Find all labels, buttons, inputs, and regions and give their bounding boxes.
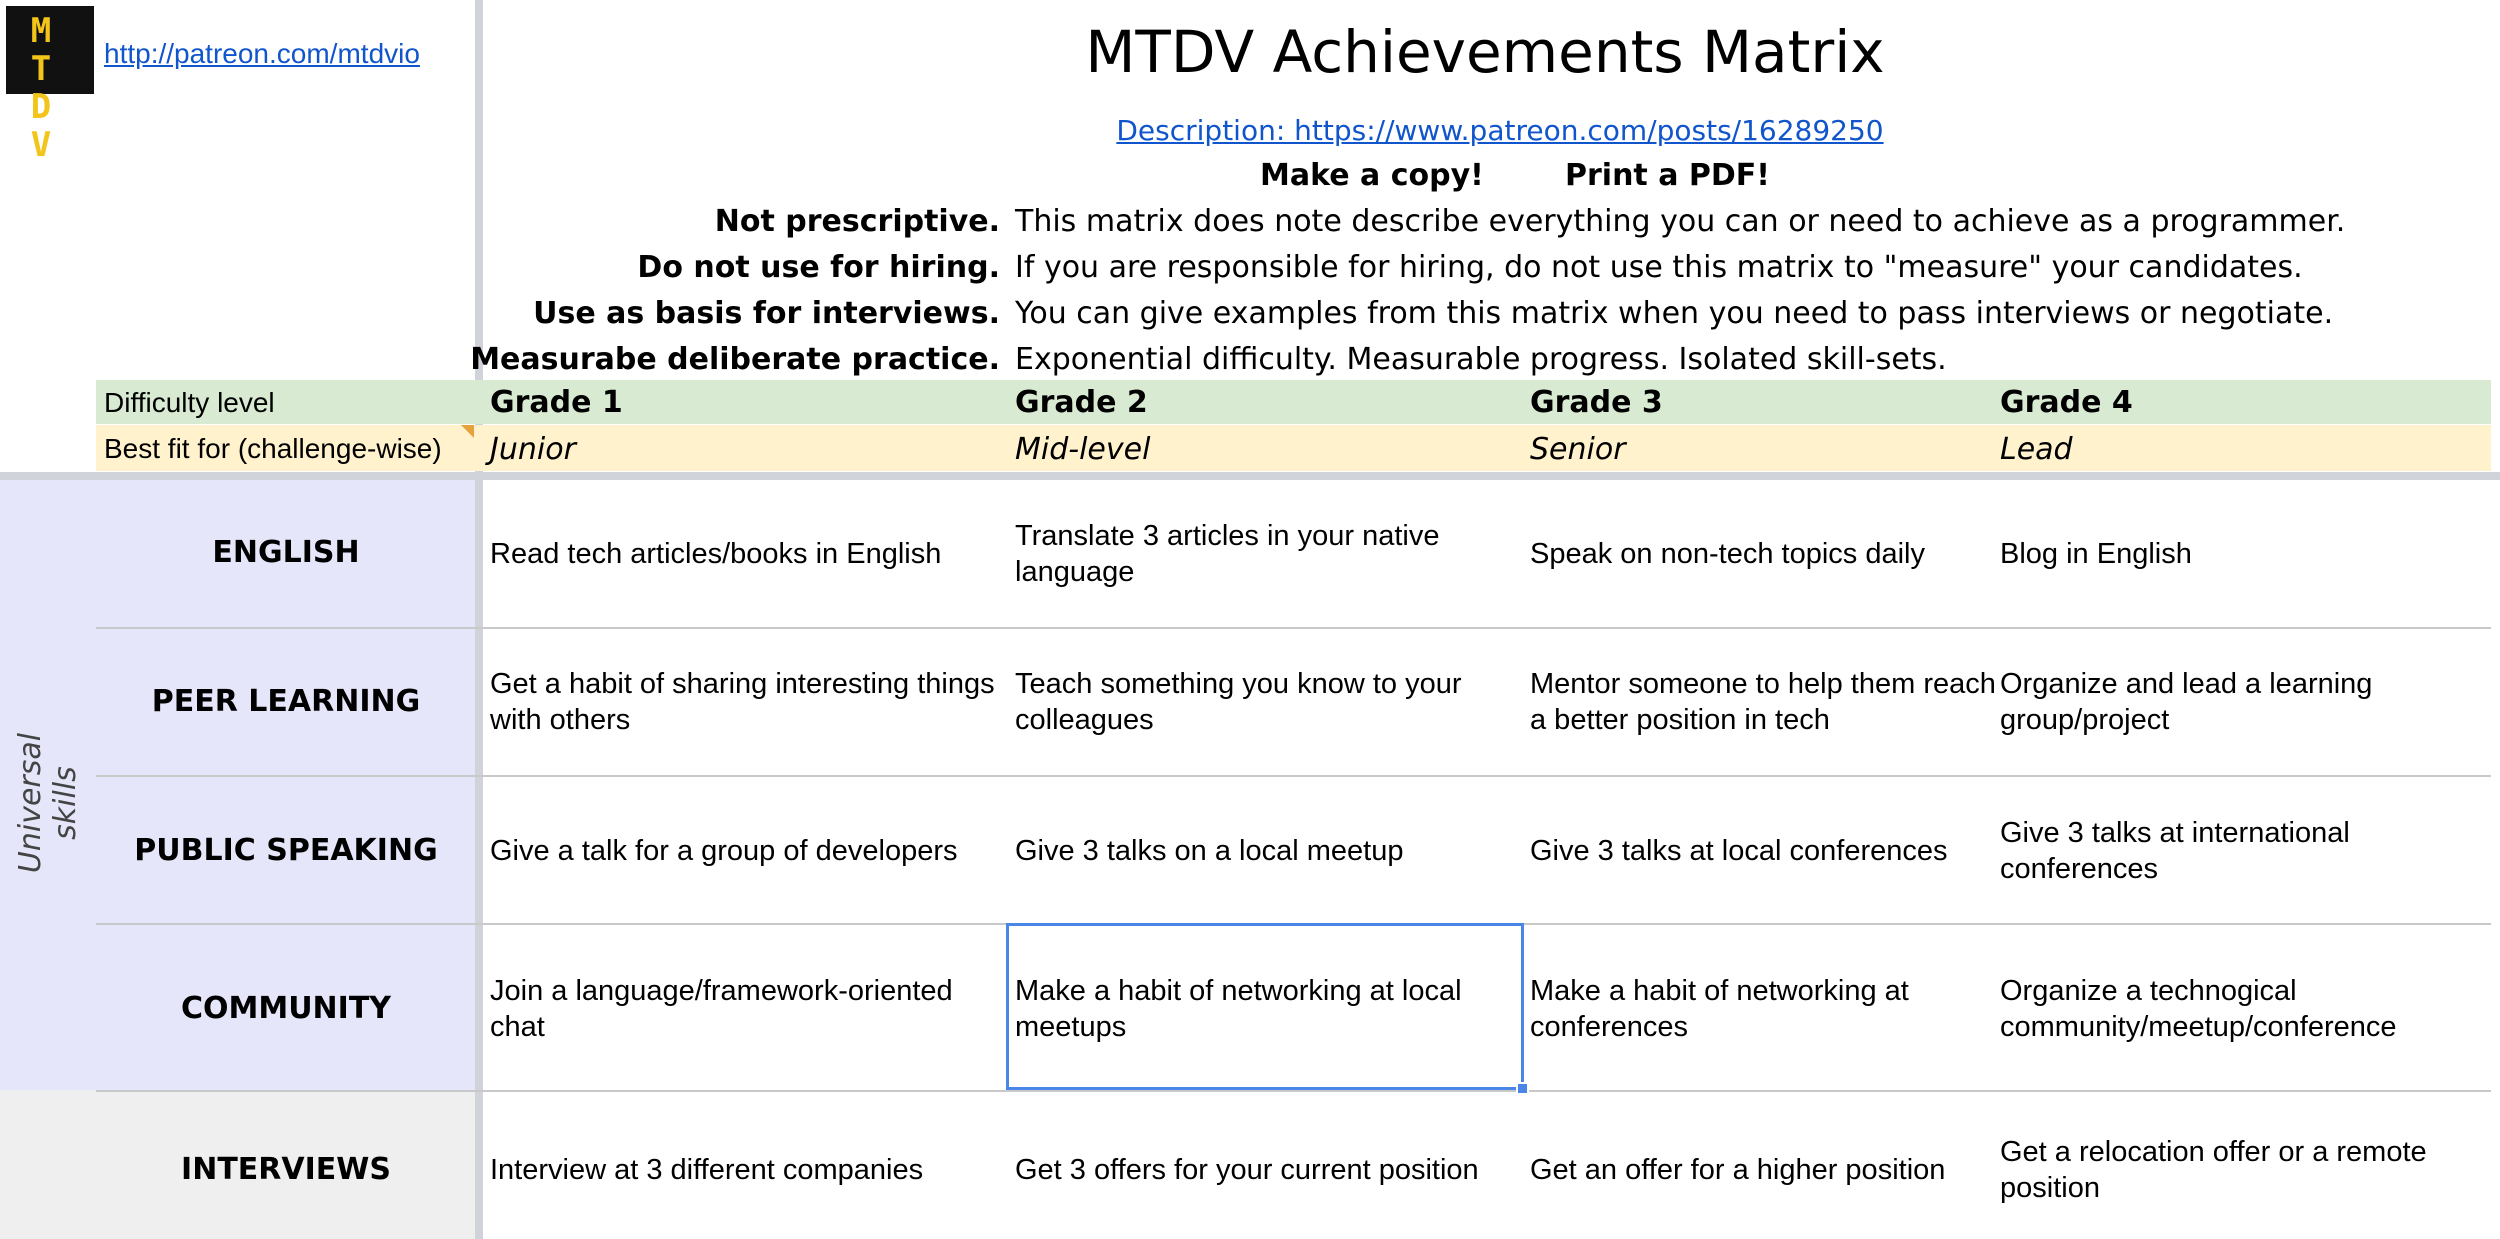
cell-english-2[interactable]: Translate 3 articles in your native language <box>1015 520 1440 588</box>
mtdv-logo <box>6 6 94 165</box>
fit-level-1: Junior <box>490 432 576 467</box>
note-label: Not prescriptive. <box>714 204 1000 239</box>
selected-cell-border[interactable] <box>1006 923 1524 1090</box>
make-copy-link[interactable]: Make a copy! <box>1260 158 1484 193</box>
row-gridline <box>96 775 2491 777</box>
skill-public-speaking[interactable]: PUBLIC SPEAKING <box>134 833 438 868</box>
cell-peer-learning-3[interactable]: Mentor someone to help them reach a better position in tech <box>1530 668 1996 736</box>
frozen-row-divider[interactable] <box>0 472 2500 480</box>
note-label: Measurabe deliberate practice. <box>470 342 1000 377</box>
note-text: This matrix does note describe everything you can or need to achieve as a programmer. <box>1015 204 2346 239</box>
skill-english[interactable]: ENGLISH <box>212 535 360 570</box>
fit-level-3: Senior <box>1530 432 1626 467</box>
cell-peer-learning-4[interactable]: Organize and lead a learning group/project <box>2000 668 2373 736</box>
cell-public-speaking-3[interactable]: Give 3 talks at local conferences <box>1530 835 1948 867</box>
cell-english-3[interactable]: Speak on non-tech topics daily <box>1530 538 1925 570</box>
note-text: Exponential difficulty. Measurable progress. Isolated skill-sets. <box>1015 342 1947 377</box>
note-text: If you are responsible for hiring, do not use this matrix to "measure" your candidates. <box>1015 250 2303 285</box>
description-link[interactable]: Description: https://www.patreon.com/posts/16289250 <box>1116 114 1884 147</box>
difficulty-label: Difficulty level <box>104 387 275 418</box>
patreon-link[interactable]: http://patreon.com/mtdvio <box>104 38 420 69</box>
skill-peer-learning[interactable]: PEER LEARNING <box>151 684 421 719</box>
row-gridline <box>96 627 2491 629</box>
cell-peer-learning-1[interactable]: Get a habit of sharing interesting things with others <box>490 668 995 736</box>
cell-community-1[interactable]: Join a language/framework-oriented chat <box>490 975 953 1043</box>
cell-public-speaking-4[interactable]: Give 3 talks at international conferences <box>2000 817 2350 885</box>
page-title: MTDV Achievements Matrix <box>1085 18 1885 86</box>
comment-marker[interactable] <box>461 425 474 438</box>
grade-3: Grade 3 <box>1530 385 1663 420</box>
best-fit-label: Best fit for (challenge-wise) <box>104 433 442 464</box>
cell-english-4[interactable]: Blog in English <box>2000 538 2192 570</box>
best-fit-row[interactable] <box>96 425 2491 471</box>
frozen-column-divider[interactable] <box>475 0 483 1239</box>
cell-community-4[interactable]: Organize a technogical community/meetup/conference <box>2000 975 2397 1043</box>
fit-level-4: Lead <box>2000 432 2073 467</box>
cell-community-3[interactable]: Make a habit of networking at conferences <box>1530 975 1909 1043</box>
note-label: Do not use for hiring. <box>637 250 1000 285</box>
skill-community[interactable]: COMMUNITY <box>180 991 392 1026</box>
cell-interviews-4[interactable]: Get a relocation offer or a remote position <box>2000 1136 2427 1204</box>
row-gridline <box>96 1090 2491 1092</box>
grade-4: Grade 4 <box>2000 385 2133 420</box>
cell-public-speaking-2[interactable]: Give 3 talks on a local meetup <box>1015 835 1404 867</box>
note-text: You can give examples from this matrix when you need to pass interviews or negotiate. <box>1015 296 2334 331</box>
cell-community-2[interactable]: Make a habit of networking at local meetups <box>1015 975 1462 1043</box>
cell-interviews-2[interactable]: Get 3 offers for your current position <box>1015 1154 1479 1186</box>
group-label: Universal skills <box>13 732 83 874</box>
cell-interviews-3[interactable]: Get an offer for a higher position <box>1530 1154 1946 1186</box>
print-pdf-link[interactable]: Print a PDF! <box>1565 158 1770 193</box>
fit-level-2: Mid-level <box>1015 432 1151 467</box>
logo-text: MTDV <box>30 11 66 165</box>
note-label: Use as basis for interviews. <box>533 296 1000 331</box>
grade-2: Grade 2 <box>1015 385 1148 420</box>
fill-handle[interactable] <box>1516 1082 1529 1095</box>
skill-interviews[interactable]: INTERVIEWS <box>181 1152 391 1187</box>
cell-interviews-1[interactable]: Interview at 3 different companies <box>490 1154 924 1186</box>
cell-english-1[interactable]: Read tech articles/books in English <box>490 538 942 570</box>
grade-1: Grade 1 <box>490 385 623 420</box>
cell-peer-learning-2[interactable]: Teach something you know to your colleagues <box>1015 668 1462 736</box>
group-gap <box>0 1090 96 1239</box>
cell-public-speaking-1[interactable]: Give a talk for a group of developers <box>490 835 958 867</box>
